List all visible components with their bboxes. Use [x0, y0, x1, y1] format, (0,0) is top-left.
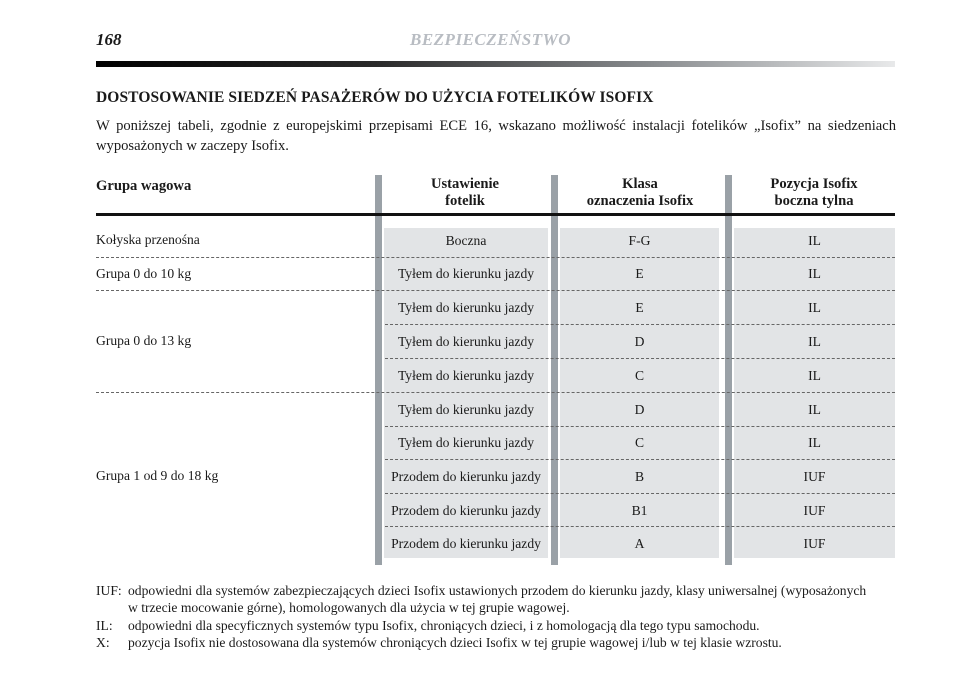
header-class	[560, 176, 720, 210]
intro-paragraph: W poniższej tabeli, zgodnie z europejskimi przepisami ECE 16, wskazano możliwość instalacji fotelików „Isofix” na siedzeniach wyposażonych w zaczepy Isofix.	[96, 118, 896, 154]
column-divider	[725, 175, 732, 565]
row-rule	[385, 459, 895, 460]
header-class-line1: Klasa	[622, 176, 658, 192]
position-cell: IL	[808, 266, 821, 281]
group-label: Grupa 0 do 13 kg	[96, 333, 192, 348]
position-cell: IL	[808, 334, 821, 349]
footnote-text: odpowiedni dla systemów zabezpieczających dzieci Isofix ustawionych przodem do kierunku jazdy, klasy uniwersalnej (wyposażonych	[128, 583, 867, 598]
heading: DOSTOSOWANIE SIEDZEŃ PASAŻERÓW DO UŻYCIA FOTELIKÓW ISOFIX	[96, 89, 654, 106]
class-cell: F-G	[628, 233, 651, 248]
position-cell: IL	[808, 233, 821, 248]
header-rule-thick	[96, 213, 895, 216]
header-class-line2: oznaczenia Isofix	[586, 193, 694, 209]
footnote-key: IUF:	[96, 583, 122, 598]
row-rule	[385, 324, 895, 325]
position-cell: IL	[808, 368, 821, 383]
position-cell: IUF	[803, 503, 826, 518]
section-title: BEZPIECZEŃSTWO	[410, 30, 571, 49]
position-cell: IL	[808, 435, 821, 450]
class-cell: E	[635, 300, 644, 315]
orientation-cell: Tyłem do kierunku jazdy	[397, 435, 535, 450]
orientation-cell: Przodem do kierunku jazdy	[391, 469, 541, 484]
orientation-cell: Tyłem do kierunku jazdy	[397, 368, 535, 383]
class-cell: A	[634, 536, 645, 551]
header-group: Grupa wagowa	[96, 178, 192, 194]
orientation-cell: Przodem do kierunku jazdy	[391, 536, 541, 551]
footnote-key: X:	[96, 635, 110, 650]
row-rule	[96, 392, 895, 393]
class-cell: D	[634, 402, 645, 417]
class-cell: D	[634, 334, 645, 349]
position-cell: IL	[808, 402, 821, 417]
header-rule	[96, 61, 895, 67]
group-label: Kołyska przenośna	[96, 232, 200, 247]
column-divider	[375, 175, 382, 565]
group-label: Grupa 1 od 9 do 18 kg	[96, 468, 219, 483]
class-cell: B1	[631, 503, 648, 518]
column-divider	[551, 175, 558, 565]
orientation-cell: Przodem do kierunku jazdy	[391, 503, 541, 518]
orientation-cell: Tyłem do kierunku jazdy	[397, 402, 535, 417]
row-rule	[385, 493, 895, 494]
class-cell: B	[634, 469, 645, 484]
header-position	[734, 176, 894, 210]
orientation-cell: Tyłem do kierunku jazdy	[397, 266, 535, 281]
header-position-line1: Pozycja Isofix	[770, 176, 858, 192]
position-cell: IUF	[803, 536, 826, 551]
class-cell: C	[634, 368, 645, 383]
footnote-text-cont: w trzecie mocowanie górne), homologowanych dla użycia w tej grupie wagowej.	[128, 600, 570, 615]
position-cell: IL	[808, 300, 821, 315]
row-rule	[96, 257, 895, 258]
orientation-cell: Tyłem do kierunku jazdy	[397, 300, 535, 315]
header-orientation-line1: Ustawienie	[430, 176, 500, 192]
footnote-iuf	[96, 582, 896, 616]
footnote-key: IL:	[96, 618, 113, 633]
row-rule	[385, 426, 895, 427]
row-rule	[385, 358, 895, 359]
row-rule	[96, 290, 895, 291]
group-label: Grupa 0 do 10 kg	[96, 266, 192, 281]
class-cell: C	[634, 435, 645, 450]
orientation-cell: Boczna	[445, 233, 487, 248]
row-rule	[385, 526, 895, 527]
footnote-il	[96, 617, 896, 634]
footnote-x	[96, 634, 896, 651]
header-orientation	[385, 176, 545, 210]
page-number: 168	[96, 30, 122, 49]
orientation-cell: Tyłem do kierunku jazdy	[397, 334, 535, 349]
header-position-line2: boczna tylna	[774, 193, 854, 209]
header-orientation-line2: fotelik	[445, 193, 485, 209]
footnote-text: pozycja Isofix nie dostosowana dla systemów chroniących dzieci Isofix w tej grupie wagowej i/lub w tej klasie wzrostu.	[128, 635, 782, 650]
class-cell: E	[635, 266, 644, 281]
footnote-text: odpowiedni dla specyficznych systemów typu Isofix, chroniących dzieci, i z homologacją dla tego typu samochodu.	[128, 618, 760, 633]
position-cell: IUF	[803, 469, 826, 484]
